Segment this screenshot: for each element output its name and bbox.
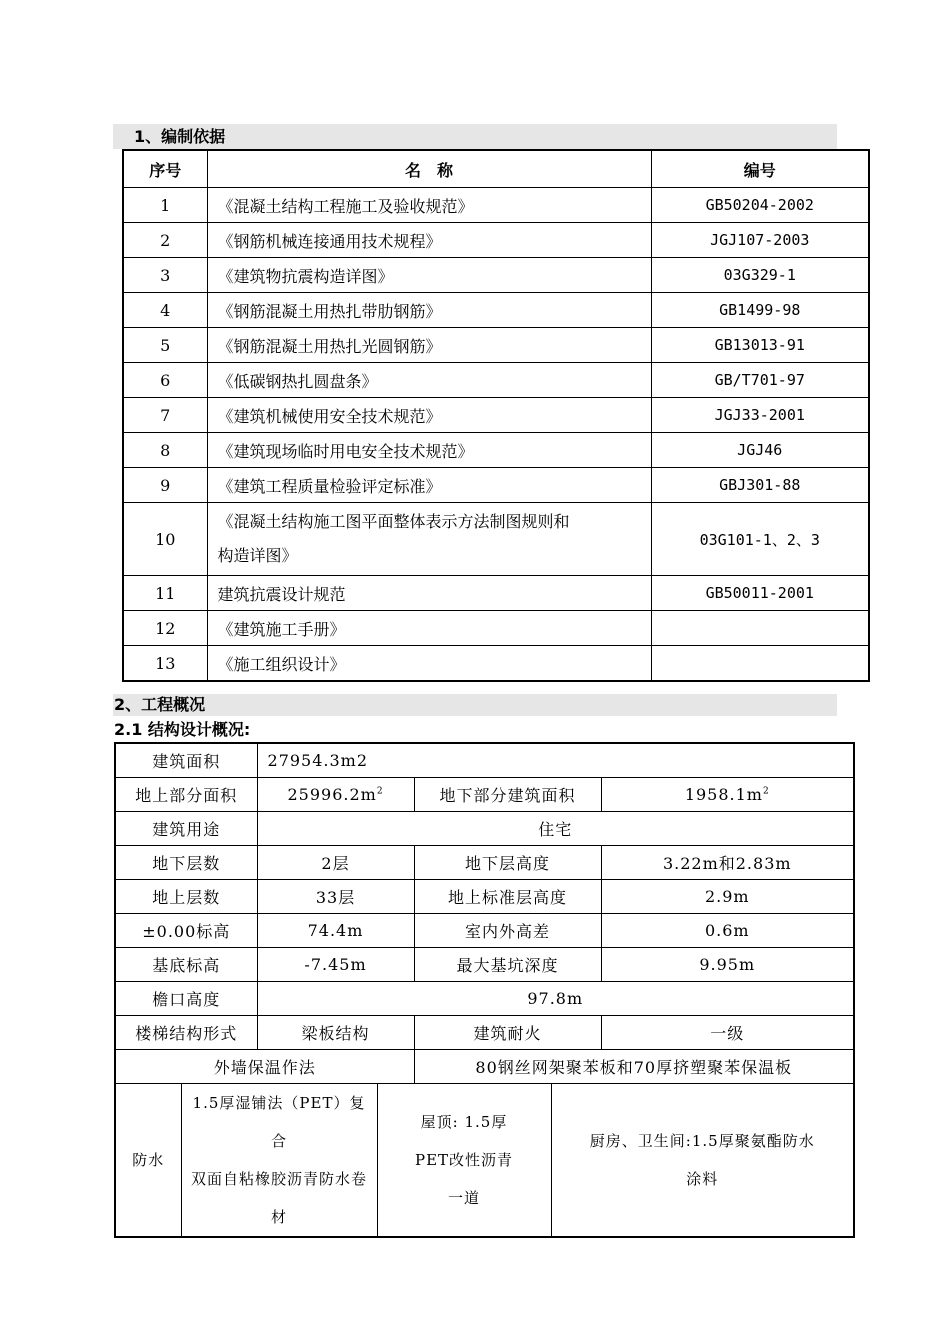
reference-table xyxy=(122,149,870,682)
base-elevation-label: 基底标高 xyxy=(115,948,257,982)
fire-rating-value: 一级 xyxy=(601,1016,854,1050)
waterproof-kitchen-line2: 涂料 xyxy=(686,1170,719,1188)
indoor-diff-value: 0.6m xyxy=(601,914,854,948)
row-name: 《低碳钢热扎圆盘条》 xyxy=(207,363,651,398)
below-area-sup: 2 xyxy=(762,786,770,797)
row-code: JGJ46 xyxy=(651,433,869,468)
table-row xyxy=(115,914,854,948)
table-row xyxy=(123,646,869,682)
table-row xyxy=(123,468,869,503)
table-row xyxy=(123,363,869,398)
table-row xyxy=(123,293,869,328)
table-row xyxy=(123,503,869,576)
row-code xyxy=(651,646,869,682)
row-no: 7 xyxy=(123,398,207,433)
waterproof-label: 防水 xyxy=(115,1084,181,1238)
indoor-diff-label: 室内外高差 xyxy=(414,914,601,948)
below-area-value xyxy=(601,778,854,812)
row-name: 《建筑工程质量检验评定标准》 xyxy=(207,468,651,503)
table-row xyxy=(115,743,854,778)
row-no: 8 xyxy=(123,433,207,468)
row-name: 《建筑机械使用安全技术规范》 xyxy=(207,398,651,433)
row-code xyxy=(651,611,869,646)
section2-title-bar xyxy=(113,694,837,716)
row-name-line1: 《混凝土结构施工图平面整体表示方法制图规则和 xyxy=(217,512,570,531)
row-name-line2: 构造详图》 xyxy=(217,546,298,565)
row-name: 《钢筋混凝土用热扎光圆钢筋》 xyxy=(207,328,651,363)
std-height-label: 地上标准层高度 xyxy=(414,880,601,914)
waterproof-roof-line2: PET改性沥青 xyxy=(414,1151,514,1169)
elevation-value: 74.4m xyxy=(257,914,414,948)
row-no: 10 xyxy=(123,503,207,576)
below-height-label: 地下层高度 xyxy=(414,846,601,880)
above-area-label: 地上部分面积 xyxy=(115,778,257,812)
table-row xyxy=(123,328,869,363)
waterproof-roof-line3: 一道 xyxy=(448,1189,481,1207)
fire-rating-label: 建筑耐火 xyxy=(414,1016,601,1050)
above-area-sup: 2 xyxy=(376,786,384,797)
stair-structure-value: 梁板结构 xyxy=(257,1016,414,1050)
section2-subtitle: 2.1 结构设计概况: xyxy=(114,720,251,739)
row-code: GB/T701-97 xyxy=(651,363,869,398)
row-code: GB50011-2001 xyxy=(651,576,869,611)
row-code: 03G329-1 xyxy=(651,258,869,293)
below-floors-label: 地下层数 xyxy=(115,846,257,880)
table-row xyxy=(115,948,854,982)
row-no: 2 xyxy=(123,223,207,258)
row-code: JGJ107-2003 xyxy=(651,223,869,258)
table-row xyxy=(123,576,869,611)
insulation-label: 外墙保温作法 xyxy=(115,1050,414,1084)
above-area-number: 25996.2m xyxy=(287,785,377,804)
waterproof-composite-line1: 1.5厚湿铺法（PET）复合 xyxy=(192,1094,366,1150)
std-height-value: 2.9m xyxy=(601,880,854,914)
row-no: 13 xyxy=(123,646,207,682)
pit-depth-value: 9.95m xyxy=(601,948,854,982)
above-area-value xyxy=(257,778,414,812)
row-name: 《建筑物抗震构造详图》 xyxy=(207,258,651,293)
table-row xyxy=(123,258,869,293)
usage-label: 建筑用途 xyxy=(115,812,257,846)
row-code: JGJ33-2001 xyxy=(651,398,869,433)
building-area-value: 27954.3m2 xyxy=(257,743,854,778)
waterproof-roof-line1: 屋顶: 1.5厚 xyxy=(420,1113,508,1131)
building-area-label: 建筑面积 xyxy=(115,743,257,778)
table-row xyxy=(115,1050,854,1084)
table-row xyxy=(115,880,854,914)
table-row xyxy=(115,1016,854,1050)
waterproof-composite-line3: 材 xyxy=(271,1208,288,1226)
stair-structure-label: 楼梯结构形式 xyxy=(115,1016,257,1050)
row-name: 《钢筋混凝土用热扎带肋钢筋》 xyxy=(207,293,651,328)
row-code: GB1499-98 xyxy=(651,293,869,328)
row-no: 3 xyxy=(123,258,207,293)
insulation-value: 80钢丝网架聚苯板和70厚挤塑聚苯保温板 xyxy=(414,1050,854,1084)
table-row xyxy=(115,1084,854,1238)
waterproof-kitchen-bath xyxy=(551,1084,854,1238)
header-no: 序号 xyxy=(123,150,207,188)
below-floors-value: 2层 xyxy=(257,846,414,880)
section2-title: 2、工程概况 xyxy=(114,695,206,714)
below-area-number: 1958.1m xyxy=(684,785,763,804)
waterproof-kitchen-line1: 厨房、卫生间:1.5厚聚氨酯防水 xyxy=(589,1132,815,1150)
row-no: 11 xyxy=(123,576,207,611)
pit-depth-label: 最大基坑深度 xyxy=(414,948,601,982)
header-name: 名 称 xyxy=(207,150,651,188)
elevation-label: ±0.00标高 xyxy=(115,914,257,948)
section1-title: 1、编制依据 xyxy=(134,127,226,146)
table-row xyxy=(123,188,869,223)
row-name: 《建筑现场临时用电安全技术规范》 xyxy=(207,433,651,468)
row-no: 9 xyxy=(123,468,207,503)
above-floors-value: 33层 xyxy=(257,880,414,914)
table-row xyxy=(115,982,854,1016)
structure-overview-table xyxy=(114,742,855,1238)
table-row xyxy=(123,398,869,433)
row-code: 03G101-1、2、3 xyxy=(651,503,869,576)
row-no: 5 xyxy=(123,328,207,363)
waterproof-composite xyxy=(181,1084,377,1238)
below-height-value: 3.22m和2.83m xyxy=(601,846,854,880)
table-header-row xyxy=(123,150,869,188)
row-code: GB50204-2002 xyxy=(651,188,869,223)
eave-height-value: 97.8m xyxy=(257,982,854,1016)
row-name: 《施工组织设计》 xyxy=(207,646,651,682)
above-floors-label: 地上层数 xyxy=(115,880,257,914)
row-code: GBJ301-88 xyxy=(651,468,869,503)
table-row xyxy=(123,611,869,646)
eave-height-label: 檐口高度 xyxy=(115,982,257,1016)
table-row xyxy=(115,812,854,846)
table-row xyxy=(115,846,854,880)
row-name: 建筑抗震设计规范 xyxy=(207,576,651,611)
waterproof-roof xyxy=(377,1084,551,1238)
row-name: 《混凝土结构工程施工及验收规范》 xyxy=(207,188,651,223)
row-name: 《建筑施工手册》 xyxy=(207,611,651,646)
row-no: 12 xyxy=(123,611,207,646)
row-no: 6 xyxy=(123,363,207,398)
usage-value: 住宅 xyxy=(257,812,854,846)
header-code: 编号 xyxy=(651,150,869,188)
table-row xyxy=(123,433,869,468)
table-row xyxy=(115,778,854,812)
base-elevation-value: -7.45m xyxy=(257,948,414,982)
row-no: 4 xyxy=(123,293,207,328)
row-name: 《钢筋机械连接通用技术规程》 xyxy=(207,223,651,258)
row-name xyxy=(207,503,651,576)
table-row xyxy=(123,223,869,258)
waterproof-composite-line2: 双面自粘橡胶沥青防水卷 xyxy=(191,1170,368,1188)
below-area-label: 地下部分建筑面积 xyxy=(414,778,601,812)
row-no: 1 xyxy=(123,188,207,223)
row-code: GB13013-91 xyxy=(651,328,869,363)
